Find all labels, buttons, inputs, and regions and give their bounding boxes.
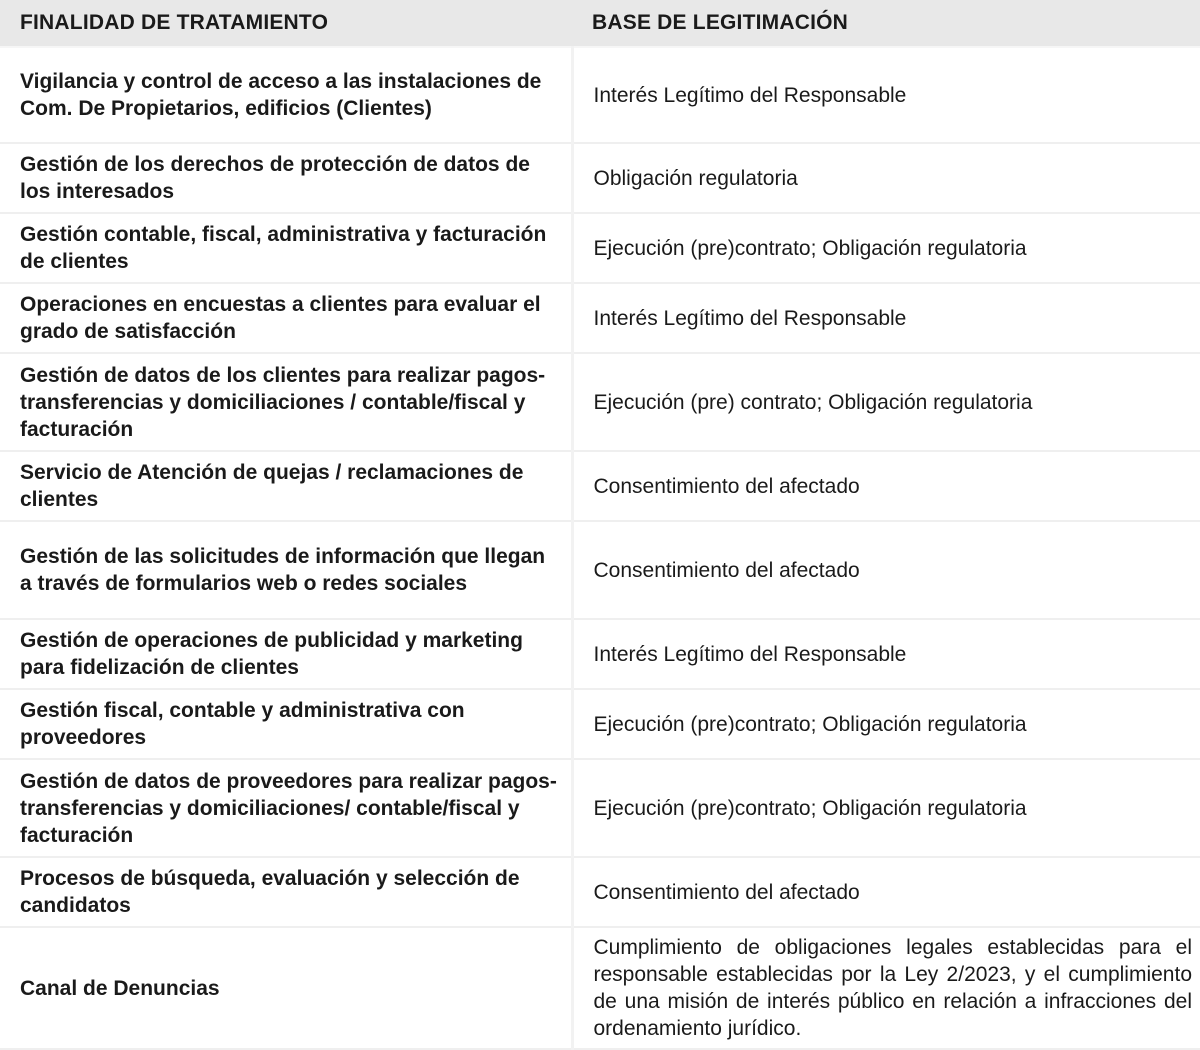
table-row: [0, 619, 1200, 689]
finalidad-cell: Gestión contable, fiscal, administrativa y facturación de clientes: [0, 213, 572, 283]
table-row: [0, 759, 1200, 857]
table-row: [0, 213, 1200, 283]
table-row: [0, 689, 1200, 759]
base-cell: Interés Legítimo del Responsable: [572, 619, 1200, 689]
base-cell: Consentimiento del afectado: [572, 857, 1200, 927]
finalidad-cell: Procesos de búsqueda, evaluación y selección de candidatos: [0, 857, 572, 927]
base-cell: Consentimiento del afectado: [572, 521, 1200, 619]
table-row: [0, 143, 1200, 213]
table-row: [0, 353, 1200, 451]
table-header: [0, 0, 1200, 47]
base-cell: Ejecución (pre) contrato; Obligación regulatoria: [572, 353, 1200, 451]
finalidad-cell: Gestión de los derechos de protección de datos de los interesados: [0, 143, 572, 213]
header-base: BASE DE LEGITIMACIÓN: [572, 0, 1200, 47]
base-cell: Obligación regulatoria: [572, 143, 1200, 213]
table-row: [0, 927, 1200, 1049]
header-finalidad: FINALIDAD DE TRATAMIENTO: [0, 0, 572, 47]
header-row: [0, 0, 1200, 47]
table-row: [0, 521, 1200, 619]
table-row: [0, 451, 1200, 521]
base-cell: Interés Legítimo del Responsable: [572, 283, 1200, 353]
base-cell: Ejecución (pre)contrato; Obligación regulatoria: [572, 213, 1200, 283]
base-cell: Ejecución (pre)contrato; Obligación regulatoria: [572, 689, 1200, 759]
base-cell: Ejecución (pre)contrato; Obligación regulatoria: [572, 759, 1200, 857]
base-cell: Consentimiento del afectado: [572, 451, 1200, 521]
finalidad-cell: Gestión de las solicitudes de información que llegan a través de formularios web o redes sociales: [0, 521, 572, 619]
table-row: [0, 857, 1200, 927]
finalidad-cell: Gestión de datos de los clientes para realizar pagos-transferencias y domiciliaciones / contable/fiscal y facturación: [0, 353, 572, 451]
finalidad-cell: Canal de Denuncias: [0, 927, 572, 1049]
finalidad-cell: Gestión de operaciones de publicidad y marketing para fidelización de clientes: [0, 619, 572, 689]
table-row: [0, 283, 1200, 353]
table-body: [0, 47, 1200, 1049]
base-cell: Cumplimiento de obligaciones legales establecidas para el responsable establecidas por la Ley 2/2023, y el cumplimiento de una misión de interés público en relación a infracciones del ordenamiento jurídico.: [572, 927, 1200, 1049]
finalidad-cell: Gestión de datos de proveedores para realizar pagos-transferencias y domiciliaciones/ contable/fiscal y facturación: [0, 759, 572, 857]
finalidad-cell: Gestión fiscal, contable y administrativa con proveedores: [0, 689, 572, 759]
finalidad-cell: Vigilancia y control de acceso a las instalaciones de Com. De Propietarios, edificios (Clientes): [0, 47, 572, 143]
base-cell: Interés Legítimo del Responsable: [572, 47, 1200, 143]
finalidad-cell: Operaciones en encuestas a clientes para evaluar el grado de satisfacción: [0, 283, 572, 353]
table-row: [0, 47, 1200, 143]
finalidad-cell: Servicio de Atención de quejas / reclamaciones de clientes: [0, 451, 572, 521]
